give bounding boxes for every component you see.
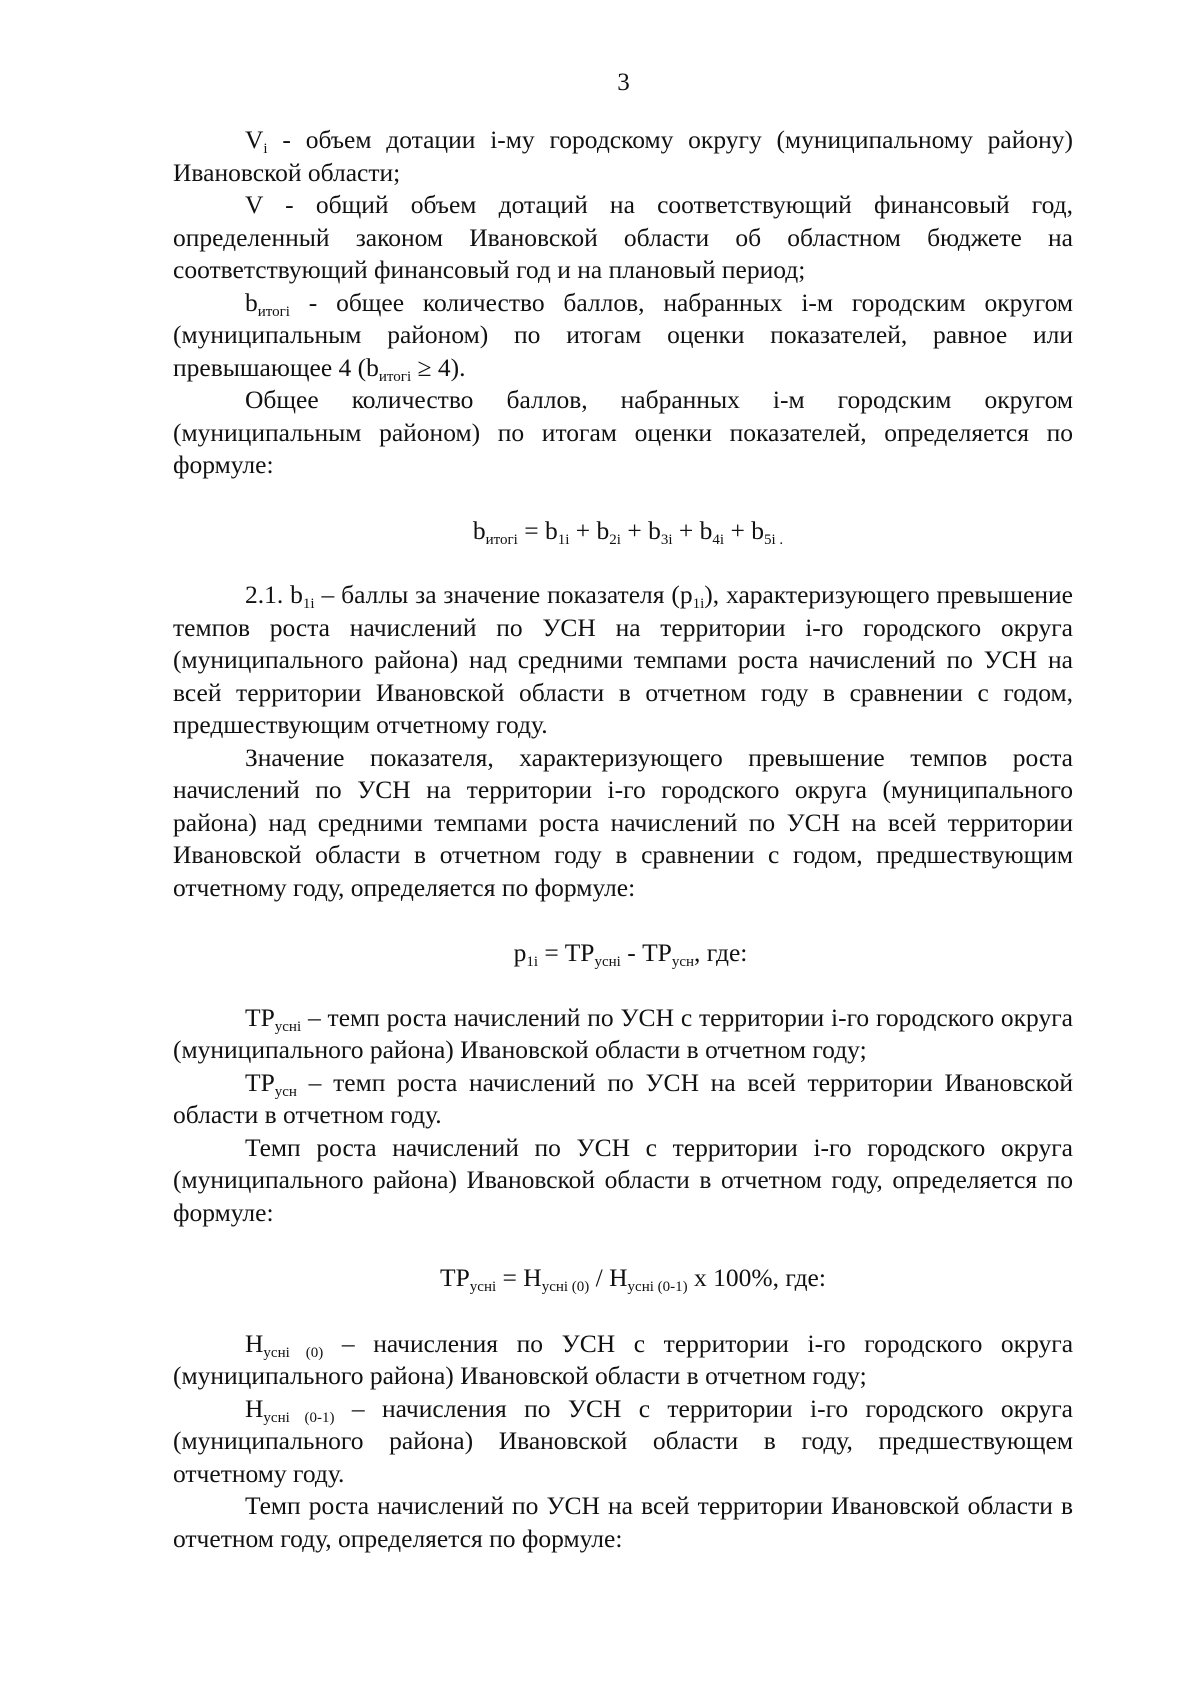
paragraph-tr-usn-definition: $TP_{усн}$ – темп роста начислений по УСН на всей территории Ивановской области в отчетном году.: [173, 1067, 1073, 1129]
paragraph-v-definition: V - общий объем дотаций на соответствующий финансовый год, определенный законом Ивановской области об областном бюджете на соответствующий финансовый год и на плановый период;: [173, 190, 1073, 284]
paragraph-total-score-intro: Общее количество баллов, набранных i-м городским округом (муниципальным районом) по итогам оценки показателей, определяется по формуле:: [173, 385, 1073, 479]
paragraph-b-total-definition: $b_{итогi}$ - общее количество баллов, набранных i-м городским округом (муниципальным районом) по итогам оценки показателей, равное или превышающее 4 $(b_{итогi} \ge 4)$.: [173, 287, 1073, 385]
page-number: 3: [617, 69, 630, 96]
formula-total-score: $b_{итогi} = b_{1i} + b_{2i} + b_{3i} + b_{4i} + b_{5i .}$: [472, 515, 784, 548]
paragraph-tr-usni-definition: $TP_{усні}$ – темп роста начислений по УСН с территории i-го городского округа (муниципального района) Ивановской области в отчетном году;: [173, 1002, 1073, 1064]
paragraph-growth-rate-intro: Темп роста начислений по УСН с территории i-го городского округа (муниципального района) Ивановской области в отчетном году, определяется по формуле:: [173, 1132, 1073, 1227]
paragraph-section-2-1: 2.1. $b_{1i}$ – баллы за значение показателя $(p_{1i})$, характеризующего превышение темпов роста начислений по УСН на территории i-го городского округа (муниципального района) над средними темпами роста начислений по УСН на всей территории Ивановской области в отчетном году в сравнении с годом, предшествующим отчетному году.: [173, 580, 1073, 739]
paragraph-indicator-value-intro: Значение показателя, характеризующего превышение темпов роста начислений по УСН на территории i-го городского округа (муниципального района) над средними темпами роста начислений по УСН на всей территории Ивановской области в отчетном году в сравнении с годом, предшествующим отчетному году, определяется по формуле:: [173, 742, 1073, 902]
document-body: [173, 124, 1073, 1555]
paragraph-n-usni-0-definition: $Н_{усні (0)}$ – начисления по УСН с территории i-го городского округа (муниципального района) Ивановской области в отчетном году;: [173, 1328, 1074, 1390]
paragraph-n-usni-0-1-definition: $Н_{усні (0-1)}$ – начисления по УСН с территории i-го городского округа (муниципального района) Ивановской области в году, предшествующем отчетному году.: [173, 1393, 1073, 1488]
paragraph-region-growth-rate-intro: Темп роста начислений по УСН на всей территории Ивановской области в отчетном году, определяется по формуле:: [173, 1491, 1073, 1553]
formula-p1i: $p_{1i} = TP_{усні} - TP_{усн}$, где:: [513, 938, 748, 970]
paragraph-vi-definition: $V_i$ - объем дотации i-му городскому округу (муниципальному району) Ивановской области;: [173, 125, 1073, 187]
formula-tr-usni: $TP_{усні} = Н_{усні (0)} / Н_{усні (0-1)}$ x 100%, где:: [440, 1263, 826, 1295]
